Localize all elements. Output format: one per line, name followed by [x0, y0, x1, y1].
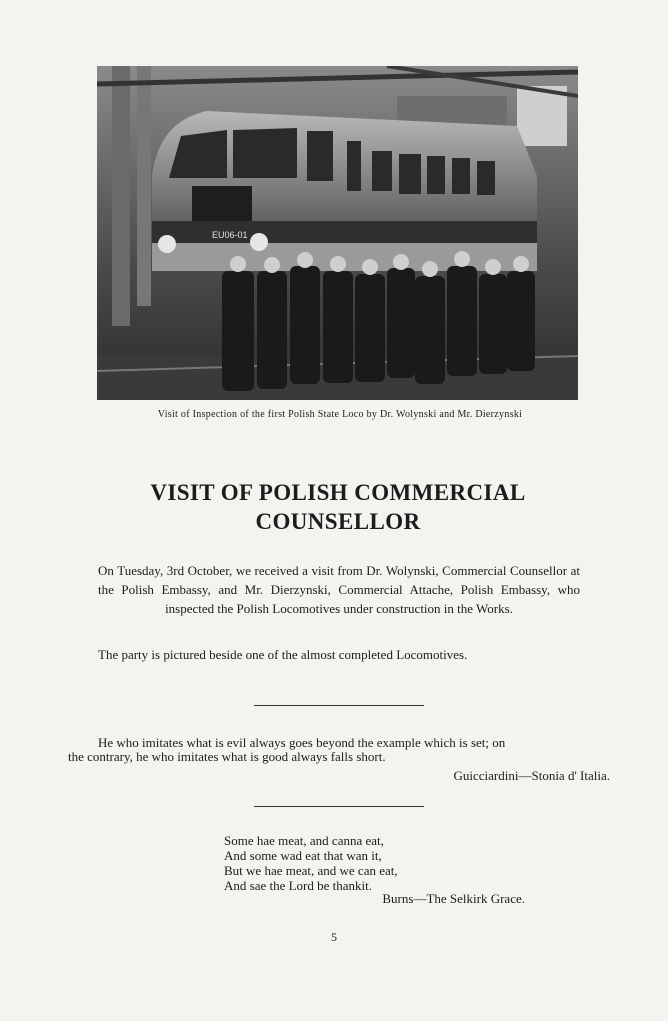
loco-number: EU06-01: [212, 230, 248, 240]
quote-line-2: the contrary, he who imitates what is good always falls short.: [68, 749, 386, 764]
article-paragraph-2: The party is pictured beside one of the almost completed Locomotives.: [98, 647, 468, 662]
page-number: 5: [331, 930, 337, 944]
page-title: [40, 478, 636, 536]
title-line-2: COUNSELLOR: [255, 509, 421, 534]
grace-attribution: Burns—The Selkirk Grace.: [382, 891, 525, 906]
quote-block: [68, 736, 610, 764]
article-paragraph-1: On Tuesday, 3rd October, we received a visit from Dr. Wolynski, Commercial Counsellor at the Polish Embassy, and Mr. Dierzynski, Commercial Attache, Polish Embassy, who inspected the Polish Locomotives under construction in the Works.: [98, 563, 580, 616]
selkirk-grace: [224, 833, 398, 893]
grace-line: But we hae meat, and we can eat,: [224, 863, 398, 878]
grace-line: Some hae meat, and canna eat,: [224, 833, 384, 848]
grace-line: And some wad eat that wan it,: [224, 848, 382, 863]
locomotive-photo-icon: [97, 66, 578, 400]
divider: [254, 806, 424, 807]
title-line-1: VISIT OF POLISH COMMERCIAL: [150, 480, 526, 505]
quote-line-1: He who imitates what is evil always goes beyond the example which is set; on: [98, 735, 506, 750]
divider: [254, 705, 424, 706]
photo-caption: Visit of Inspection of the first Polish State Loco by Dr. Wolynski and Mr. Dierzynski: [157, 409, 523, 420]
grace-line: And sae the Lord be thankit.: [224, 878, 373, 893]
quote-attribution: Guicciardini—Stonia d' Italia.: [453, 768, 610, 783]
quote-text: [68, 736, 610, 750]
locomotive-photo: [97, 66, 578, 400]
